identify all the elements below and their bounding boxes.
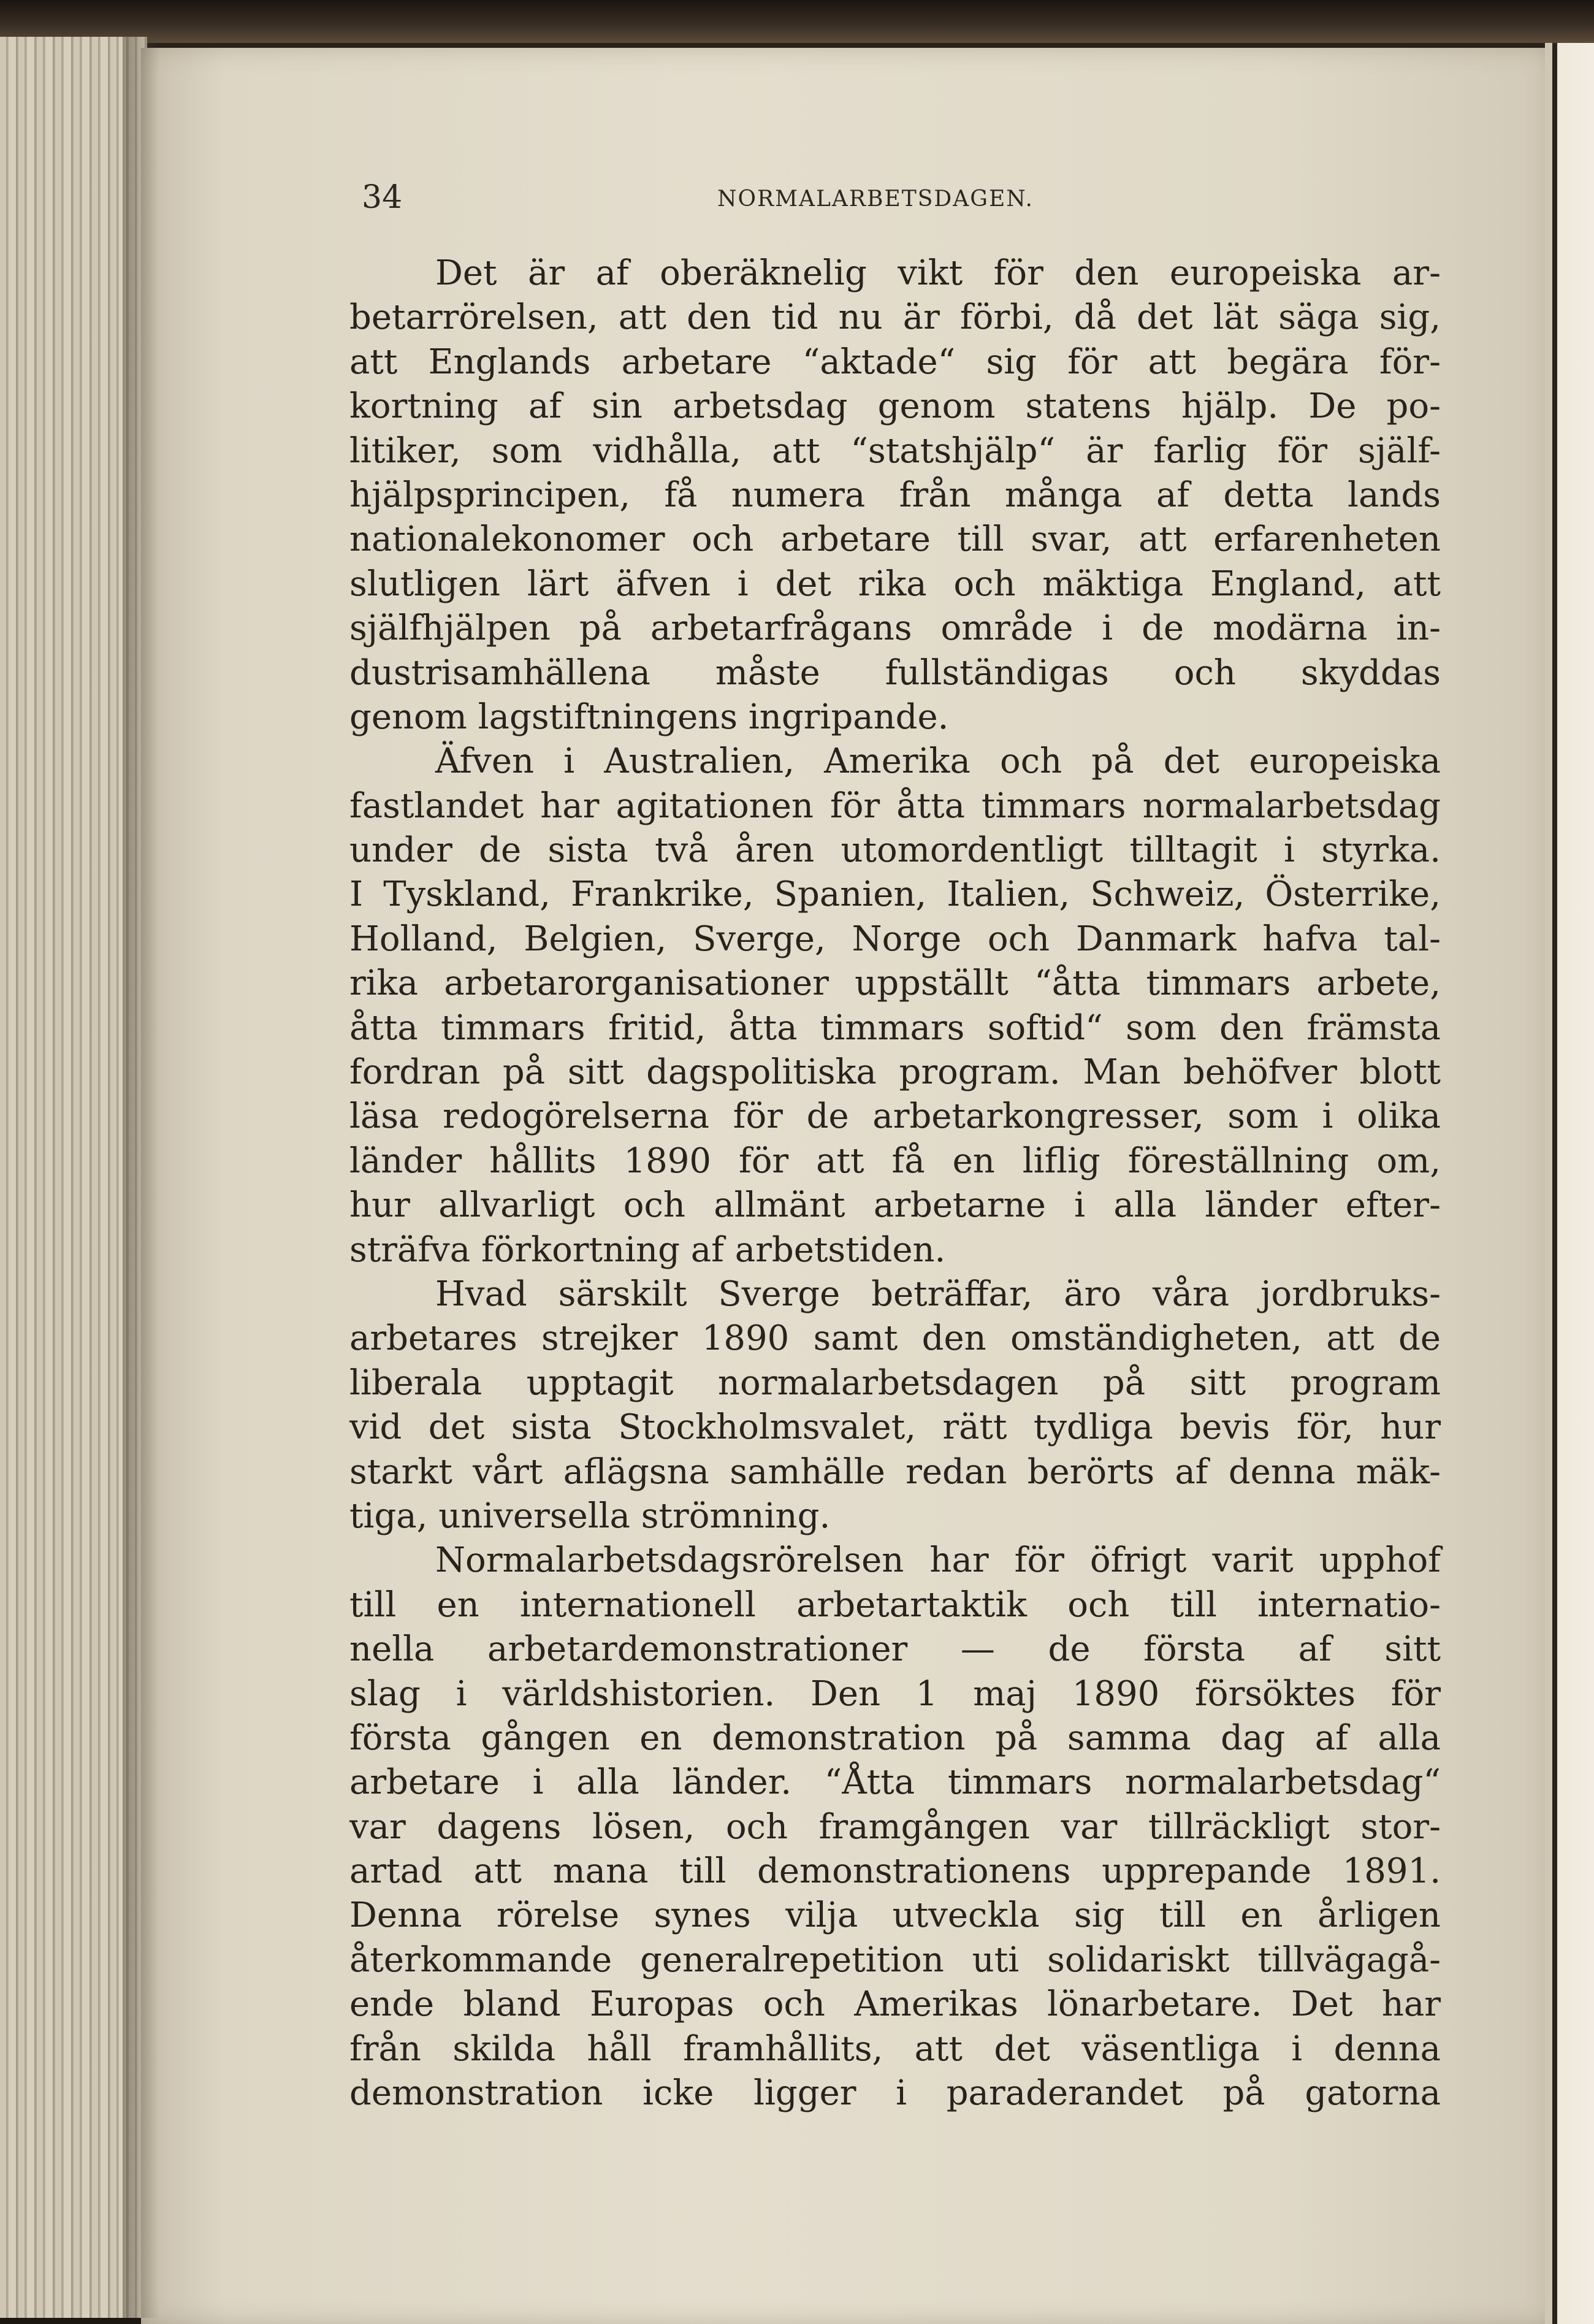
- text-line: genom lagstiftningens ingripande.: [349, 697, 949, 737]
- text-line: var dagens lösen, och framgången var tillräckligt stor-: [349, 1806, 1441, 1847]
- text-line: vid det sista Stockholmsvalet, rätt tydliga bevis för, hur: [349, 1407, 1441, 1448]
- text-line: själfhjälpen på arbetarfrågans område i de modärna in-: [349, 608, 1441, 649]
- text-line: litiker, som vidhålla, att “statshjälp“ är farlig för själf-: [349, 430, 1441, 471]
- text-line: slutligen lärt äfven i det rika och mäktiga England, att: [349, 564, 1441, 604]
- running-head-title: NORMALARBETSDAGEN.: [717, 186, 1034, 212]
- text-line: liberala upptagit normalarbetsdagen på sitt program: [349, 1363, 1441, 1403]
- text-line: I Tyskland, Frankrike, Spanien, Italien, Schweiz, Österrike,: [349, 874, 1441, 915]
- text-line: kortning af sin arbetsdag genom statens hjälp. De po-: [349, 386, 1441, 427]
- text-line: under de sista två åren utomordentligt tilltagit i styrka.: [349, 830, 1441, 871]
- text-line: att Englands arbetare “aktade“ sig för att begära för-: [349, 342, 1441, 382]
- text-line: nella arbetardemonstrationer — de första af sitt: [349, 1629, 1441, 1670]
- text-line: till en internationell arbetartaktik och till internatio-: [349, 1584, 1441, 1625]
- text-line: ende bland Europas och Amerikas lönarbetare. Det har: [349, 1984, 1441, 2025]
- text-line: rika arbetarorganisationer uppställt “åtta timmars arbete,: [349, 963, 1441, 1004]
- text-line: hjälpsprincipen, få numera från många af detta lands: [349, 475, 1441, 515]
- text-line: läsa redogörelserna för de arbetarkongresser, som i olika: [349, 1096, 1441, 1137]
- text-line: Äfven i Australien, Amerika och på det europeiska: [435, 741, 1441, 782]
- text-line: återkommande generalrepetition uti solidariskt tillvägagå-: [349, 1940, 1441, 1980]
- text-line: betarrörelsen, att den tid nu är förbi, då det lät säga sig,: [349, 297, 1441, 338]
- text-line: arbetares strejker 1890 samt den omständigheten, att de: [349, 1318, 1441, 1359]
- text-line: Holland, Belgien, Sverge, Norge och Danmark hafva tal-: [349, 919, 1441, 959]
- text-line: Normalarbetsdagsrörelsen har för öfrigt varit upphof: [435, 1540, 1441, 1581]
- text-line: länder hållits 1890 för att få en liflig föreställning om,: [349, 1141, 1441, 1181]
- text-line: slag i världshistorien. Den 1 maj 1890 försöktes för: [349, 1673, 1441, 1714]
- text-line: första gången en demonstration på samma dag af alla: [349, 1718, 1441, 1758]
- text-line: arbetare i alla länder. “Åtta timmars normalarbetsdag“: [349, 1762, 1441, 1803]
- page-number: 34: [362, 179, 403, 216]
- text-line: tiga, universella strömning.: [349, 1496, 831, 1536]
- text-line: hur allvarligt och allmänt arbetarne i alla länder efter-: [349, 1185, 1441, 1226]
- text-line: fordran på sitt dagspolitiska program. Man behöfver blott: [349, 1052, 1441, 1093]
- text-line: nationalekonomer och arbetare till svar, att erfarenheten: [349, 519, 1441, 560]
- text-line: fastlandet har agitationen för åtta timmars normalarbetsdag: [349, 785, 1441, 826]
- running-head: [362, 179, 1459, 216]
- page-edge-right: [1545, 43, 1594, 2324]
- text-line: Det är af oberäknelig vikt för den europeiska ar-: [435, 253, 1441, 293]
- text-line: åtta timmars fritid, åtta timmars softid“ som den främsta: [349, 1007, 1441, 1048]
- text-line: demonstration icke ligger i paraderandet på gatorna: [349, 2073, 1441, 2114]
- text-line: sträfva förkortning af arbetstiden.: [349, 1229, 946, 1270]
- text-line: Hvad särskilt Sverge beträffar, äro våra jordbruks-: [435, 1274, 1441, 1314]
- text-line: dustrisamhällena måste fullständigas och skyddas: [349, 652, 1441, 693]
- text-line: starkt vårt aflägsna samhälle redan berörts af denna mäk-: [349, 1451, 1441, 1492]
- body-text: [349, 251, 1441, 2116]
- book-top-edge: [0, 0, 1594, 43]
- text-line: från skilda håll framhållits, att det väsentliga i denna: [349, 2028, 1441, 2069]
- gutter-shadow: [123, 37, 159, 2318]
- text-line: artad att mana till demonstrationens upprepande 1891.: [349, 1851, 1441, 1892]
- text-line: Denna rörelse synes vilja utveckla sig till en årligen: [349, 1895, 1441, 1936]
